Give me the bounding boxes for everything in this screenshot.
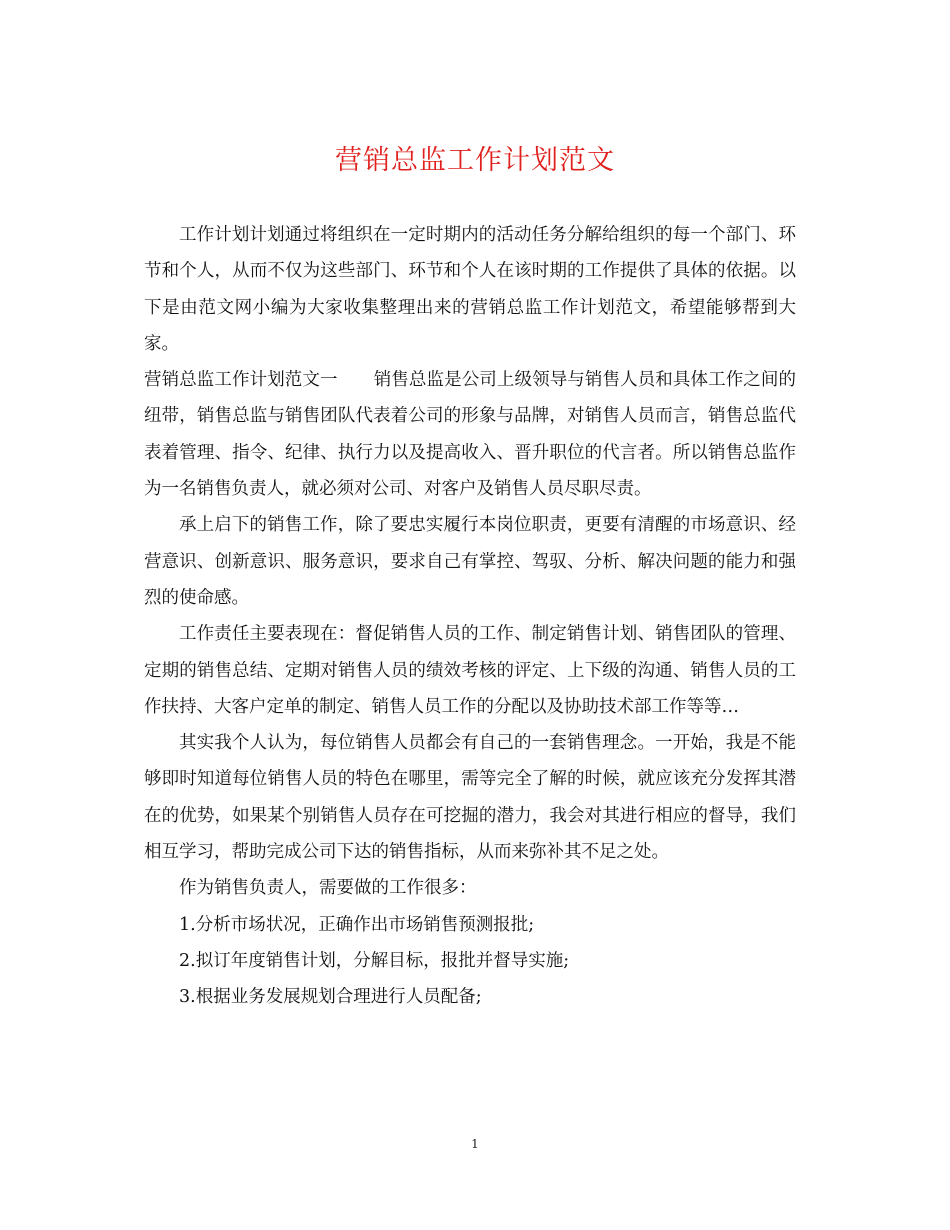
paragraph-responsibilities: 工作责任主要表现在：督促销售人员的工作、制定销售计划、销售团队的管理、定期的销售总结、定期对销售人员的绩效考核的评定、上下级的沟通、销售人员的工作扶持、大客户定单的制定、销售人员工作的分配以及协助技术部工作等等… bbox=[144, 624, 796, 717]
paragraph-awareness: 承上启下的销售工作，除了要忠实履行本岗位职责，更要有清醒的市场意识、经营意识、创新意识、服务意识，要求自己有掌控、驾驭、分析、解决问题的能力和强烈的使命感。 bbox=[144, 515, 796, 608]
document-title: 营销总监工作计划范文 bbox=[335, 145, 615, 176]
paragraph-intro: 工作计划计划通过将组织在一定时期内的活动任务分解给组织的每一个部门、环节和个人，从而不仅为这些部门、环节和个人在该时期的工作提供了具体的依据。以下是由范文网小编为大家收集整理出来的营销总监工作计划范文，希望能够帮到大家。 bbox=[144, 225, 796, 354]
list-item-2: 2.拟订年度销售计划，分解目标，报批并督导实施; bbox=[179, 950, 570, 971]
paragraph-section-one bbox=[144, 362, 796, 507]
list-item-3: 3.根据业务发展规划合理进行人员配备; bbox=[179, 987, 482, 1008]
paragraph-tasks-intro: 作为销售负责人，需要做的工作很多： bbox=[179, 878, 477, 899]
paragraph-sales-philosophy: 其实我个人认为，每位销售人员都会有自己的一套销售理念。一开始，我是不能够即时知道每位销售人员的特色在哪里，需等完全了解的时候，就应该充分发挥其潜在的优势，如果某个别销售人员存在可挖掘的潜力，我会对其进行相应的督导，我们相互学习，帮助完成公司下达的销售指标，从而来弥补其不足之处。 bbox=[144, 733, 796, 863]
page-number: 1 bbox=[471, 1137, 479, 1151]
section-one-text: 销售总监是公司上级领导与销售人员和具体工作之间的纽带，销售总监与销售团队代表着公司的形象与品牌，对销售人员而言，销售总监代表着管理、指令、纪律、执行力以及提高收入、晋升职位的代言者。所以销售总监作为一名销售负责人，就必须对公司、对客户及销售人员尽职尽责。 bbox=[144, 370, 797, 500]
list-item-1: 1.分析市场状况，正确作出市场销售预测报批; bbox=[179, 914, 535, 935]
document-body bbox=[144, 217, 796, 1016]
section-one-heading: 营销总监工作计划范文一 bbox=[144, 370, 338, 391]
